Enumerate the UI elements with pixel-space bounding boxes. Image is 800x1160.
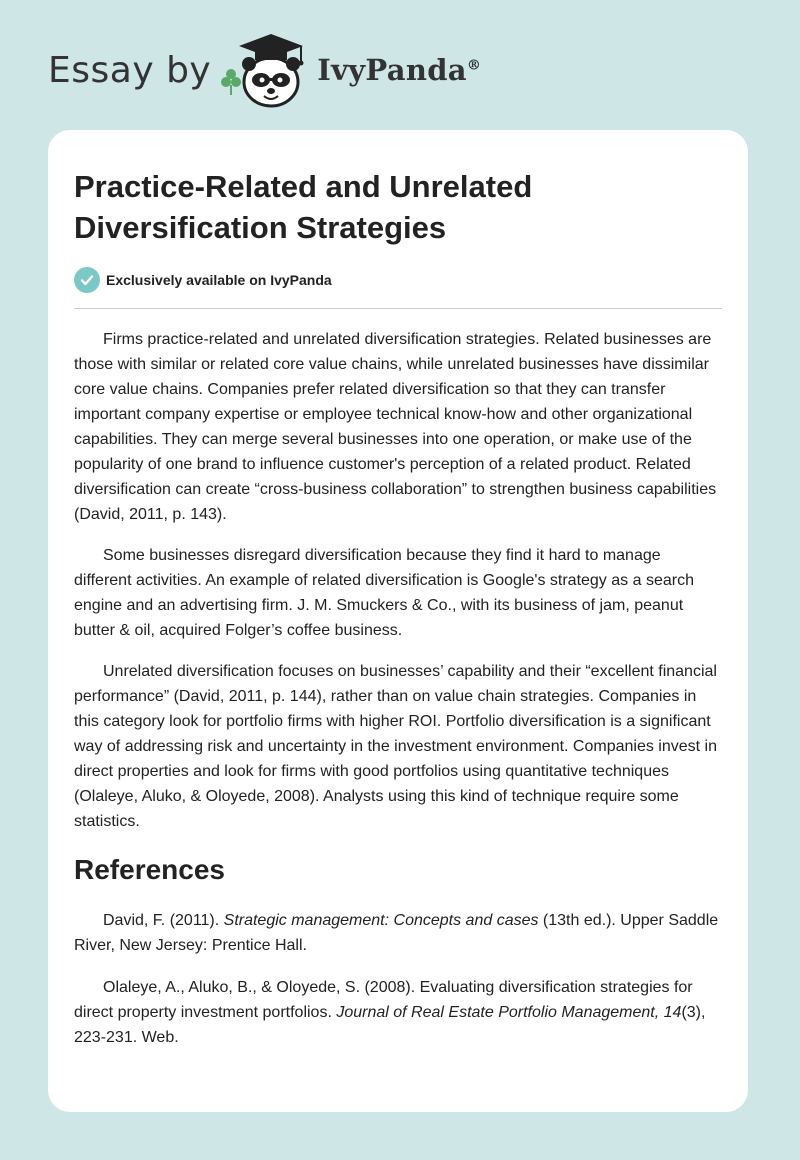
paragraph: Some businesses disregard diversification because they find it hard to manage different activities. An example of related diversification is Google's strategy as a search engine and an advertising firm. J. M. Smuckers & Co., with its business of jam, peanut butter & oil, acquired Folger’s coffee business. xyxy=(74,547,694,639)
exclusive-label: Exclusively available on IvyPanda xyxy=(106,272,332,288)
reference-text: David, F. (2011). xyxy=(103,912,224,929)
title-line-2: Diversification Strategies xyxy=(74,210,447,245)
ivypanda-brand xyxy=(317,53,481,87)
reference-text: (3), 223-231. Web. xyxy=(74,1004,706,1046)
essay-body xyxy=(74,327,722,834)
reference-item xyxy=(74,975,722,1050)
site-header xyxy=(48,30,481,110)
brand-name: IvyPanda xyxy=(317,53,467,87)
check-icon xyxy=(74,267,100,293)
essay-card xyxy=(48,130,748,1112)
ivypanda-panda-logo-icon xyxy=(219,30,315,110)
paragraph: Unrelated diversification focuses on businesses’ capability and their “excellent financial performance” (David, 2011, p. 144), rather than on value chain strategies. Companies in this category look for portfolio firms with higher ROI. Portfolio diversification is a significant way of addressing risk and uncertainty in the investment environment. Companies invest in direct properties and look for firms with good portfolios using quantitative techniques (Olaleye, Aluko, & Oloyede, 2008). Analysts using this kind of technique require some statistics. xyxy=(74,663,717,830)
essay-by-label: Essay by xyxy=(48,49,212,91)
title-line-1: Practice-Related and Unrelated xyxy=(74,169,533,204)
exclusive-badge xyxy=(74,266,722,294)
page-title xyxy=(74,166,722,248)
paragraph: Firms practice-related and unrelated diversification strategies. Related businesses are those with similar or related core value chains, while unrelated businesses have dissimilar core value chains. Companies prefer related diversification so that they can transfer important company expertise or employee technical know-how and other organizational capabilities. They can merge several businesses into one operation, or make use of the popularity of one brand to influence customer's perception of a related product. Related diversification can create “cross-business collaboration” to strengthen business capabilities (David, 2011, p. 143). xyxy=(74,331,717,523)
divider xyxy=(74,308,722,309)
reference-text: (13th ed.). Upper Saddle River, New Jersey: Prentice Hall. xyxy=(74,912,719,954)
reference-title: Journal of Real Estate Portfolio Management, 14 xyxy=(336,1004,682,1021)
reference-text: Olaleye, A., Aluko, B., & Oloyede, S. (2008). Evaluating diversification strategies for direct property investment portfolios. xyxy=(74,979,693,1021)
references-heading: References xyxy=(74,854,225,885)
registered-mark: ® xyxy=(466,57,482,74)
reference-item xyxy=(74,908,722,958)
reference-title: Strategic management: Concepts and cases xyxy=(223,912,539,929)
